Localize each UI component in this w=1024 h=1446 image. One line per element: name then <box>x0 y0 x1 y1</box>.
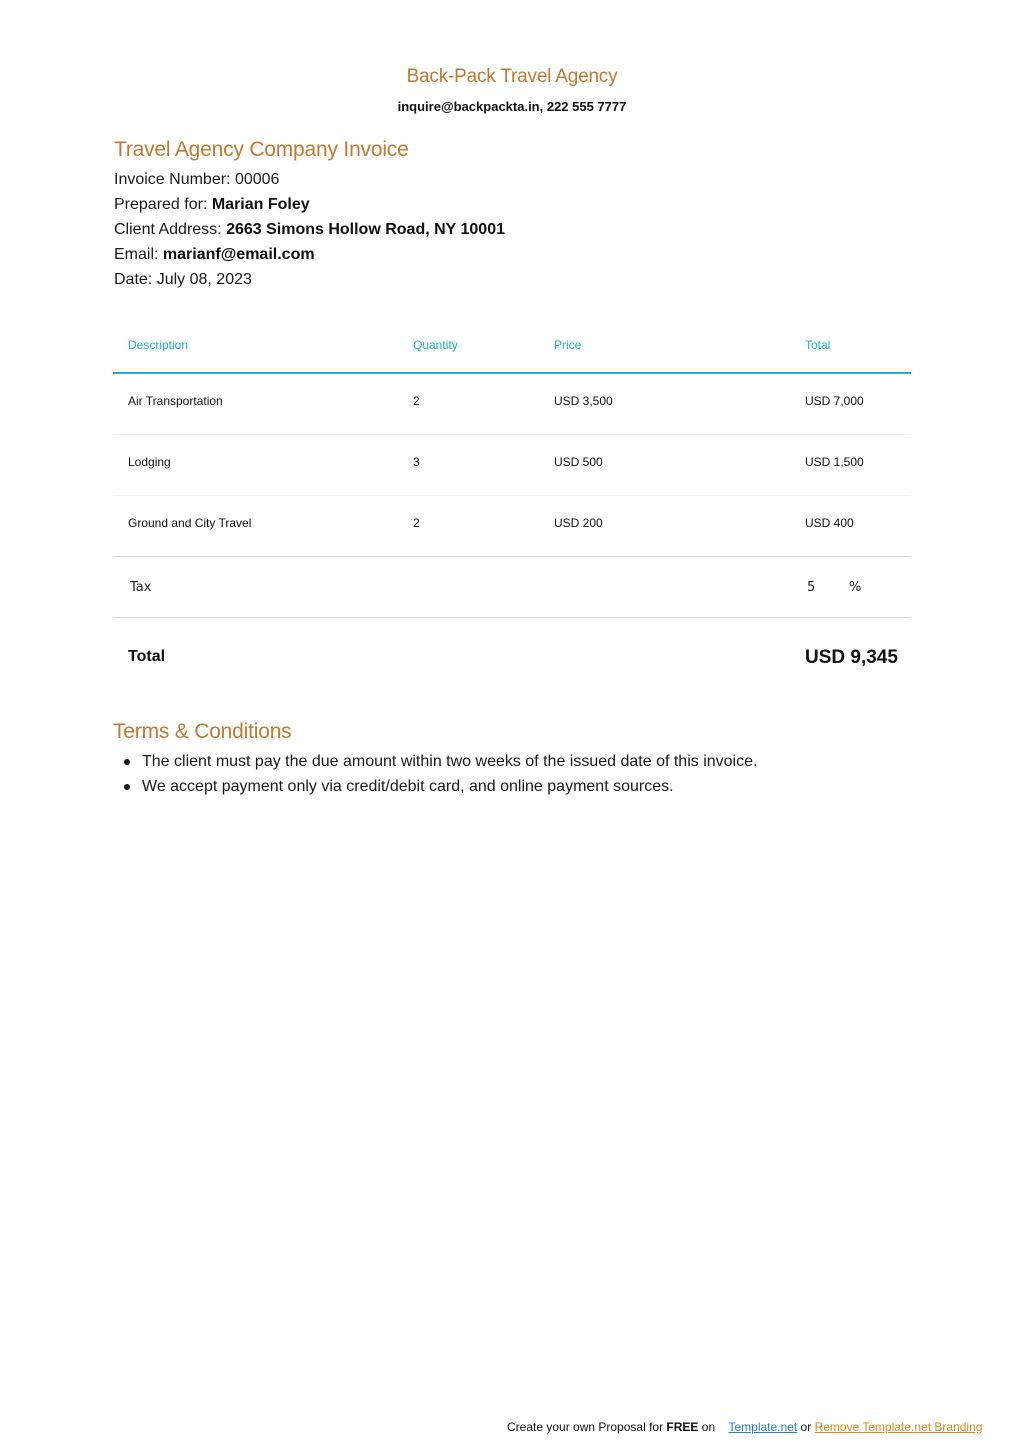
terms-item-text: We accept payment only via credit/debit card, and online payment sources. <box>142 778 674 795</box>
row-quantity: 3 <box>413 455 420 469</box>
tax-row <box>113 557 911 618</box>
template-net-link[interactable]: Template.net <box>728 1420 798 1434</box>
total-label: Total <box>128 648 166 665</box>
table-row <box>113 374 911 435</box>
table-row <box>113 435 911 496</box>
terms-list <box>142 752 757 802</box>
total-value: USD 9,345 <box>805 647 898 668</box>
total-row <box>113 618 911 698</box>
invoice-number-value: 00006 <box>234 171 280 188</box>
invoice-title: Travel Agency Company Invoice <box>114 138 409 161</box>
row-total: USD 7,000 <box>805 394 864 408</box>
client-email <box>114 245 505 270</box>
terms-item <box>142 752 757 777</box>
row-price: USD 3,500 <box>554 394 613 408</box>
client-email-label: Email: <box>114 246 159 263</box>
row-quantity: 2 <box>413 394 420 408</box>
client-address-label: Client Address: <box>114 221 222 238</box>
terms-item-text: The client must pay the due amount within two weeks of the issued date of this invoice. <box>142 753 758 770</box>
bullet-icon <box>124 759 130 765</box>
invoice-number <box>114 170 505 195</box>
row-description: Ground and City Travel <box>128 516 252 530</box>
company-name: Back-Pack Travel Agency <box>406 66 618 87</box>
footer-branding <box>507 1420 982 1434</box>
header-quantity: Quantity <box>413 338 458 352</box>
company-contact: inquire@backpackta.in, 222 555 7777 <box>397 99 627 114</box>
row-total: USD 400 <box>805 516 854 530</box>
header-total: Total <box>805 338 831 352</box>
footer-free: FREE <box>666 1420 699 1434</box>
tax-label: Tax <box>130 580 152 595</box>
invoice-info <box>114 170 505 295</box>
tax-unit: % <box>849 580 862 595</box>
header-description: Description <box>128 338 189 352</box>
prepared-for-label: Prepared for: <box>114 196 208 213</box>
invoice-table <box>113 326 911 698</box>
prepared-for-value: Marian Foley <box>211 196 310 213</box>
client-address <box>114 220 505 245</box>
footer-prefix: Create your own Proposal for <box>507 1420 667 1434</box>
prepared-for <box>114 195 505 220</box>
row-quantity: 2 <box>413 516 420 530</box>
row-price: USD 500 <box>554 455 603 469</box>
invoice-date <box>114 270 505 295</box>
footer-on: on <box>701 1420 716 1434</box>
invoice-date-value: July 08, 2023 <box>156 271 252 288</box>
row-price: USD 200 <box>554 516 603 530</box>
invoice-number-label: Invoice Number: <box>114 171 231 188</box>
terms-title: Terms & Conditions <box>113 720 292 743</box>
row-description: Lodging <box>128 455 171 469</box>
table-header <box>113 326 911 374</box>
invoice-date-label: Date: <box>114 271 153 288</box>
table-row <box>113 496 911 557</box>
header-price: Price <box>554 338 582 352</box>
tax-value: 5 <box>807 580 816 595</box>
terms-item <box>142 777 757 802</box>
row-description: Air Transportation <box>128 394 223 408</box>
bullet-icon <box>124 784 130 790</box>
remove-branding-link[interactable]: Remove Template.net Branding <box>814 1420 983 1434</box>
client-email-value: marianf@email.com <box>162 246 315 263</box>
client-address-value: 2663 Simons Hollow Road, NY 10001 <box>226 221 505 238</box>
row-total: USD 1,500 <box>805 455 864 469</box>
footer-or: or <box>800 1420 812 1434</box>
